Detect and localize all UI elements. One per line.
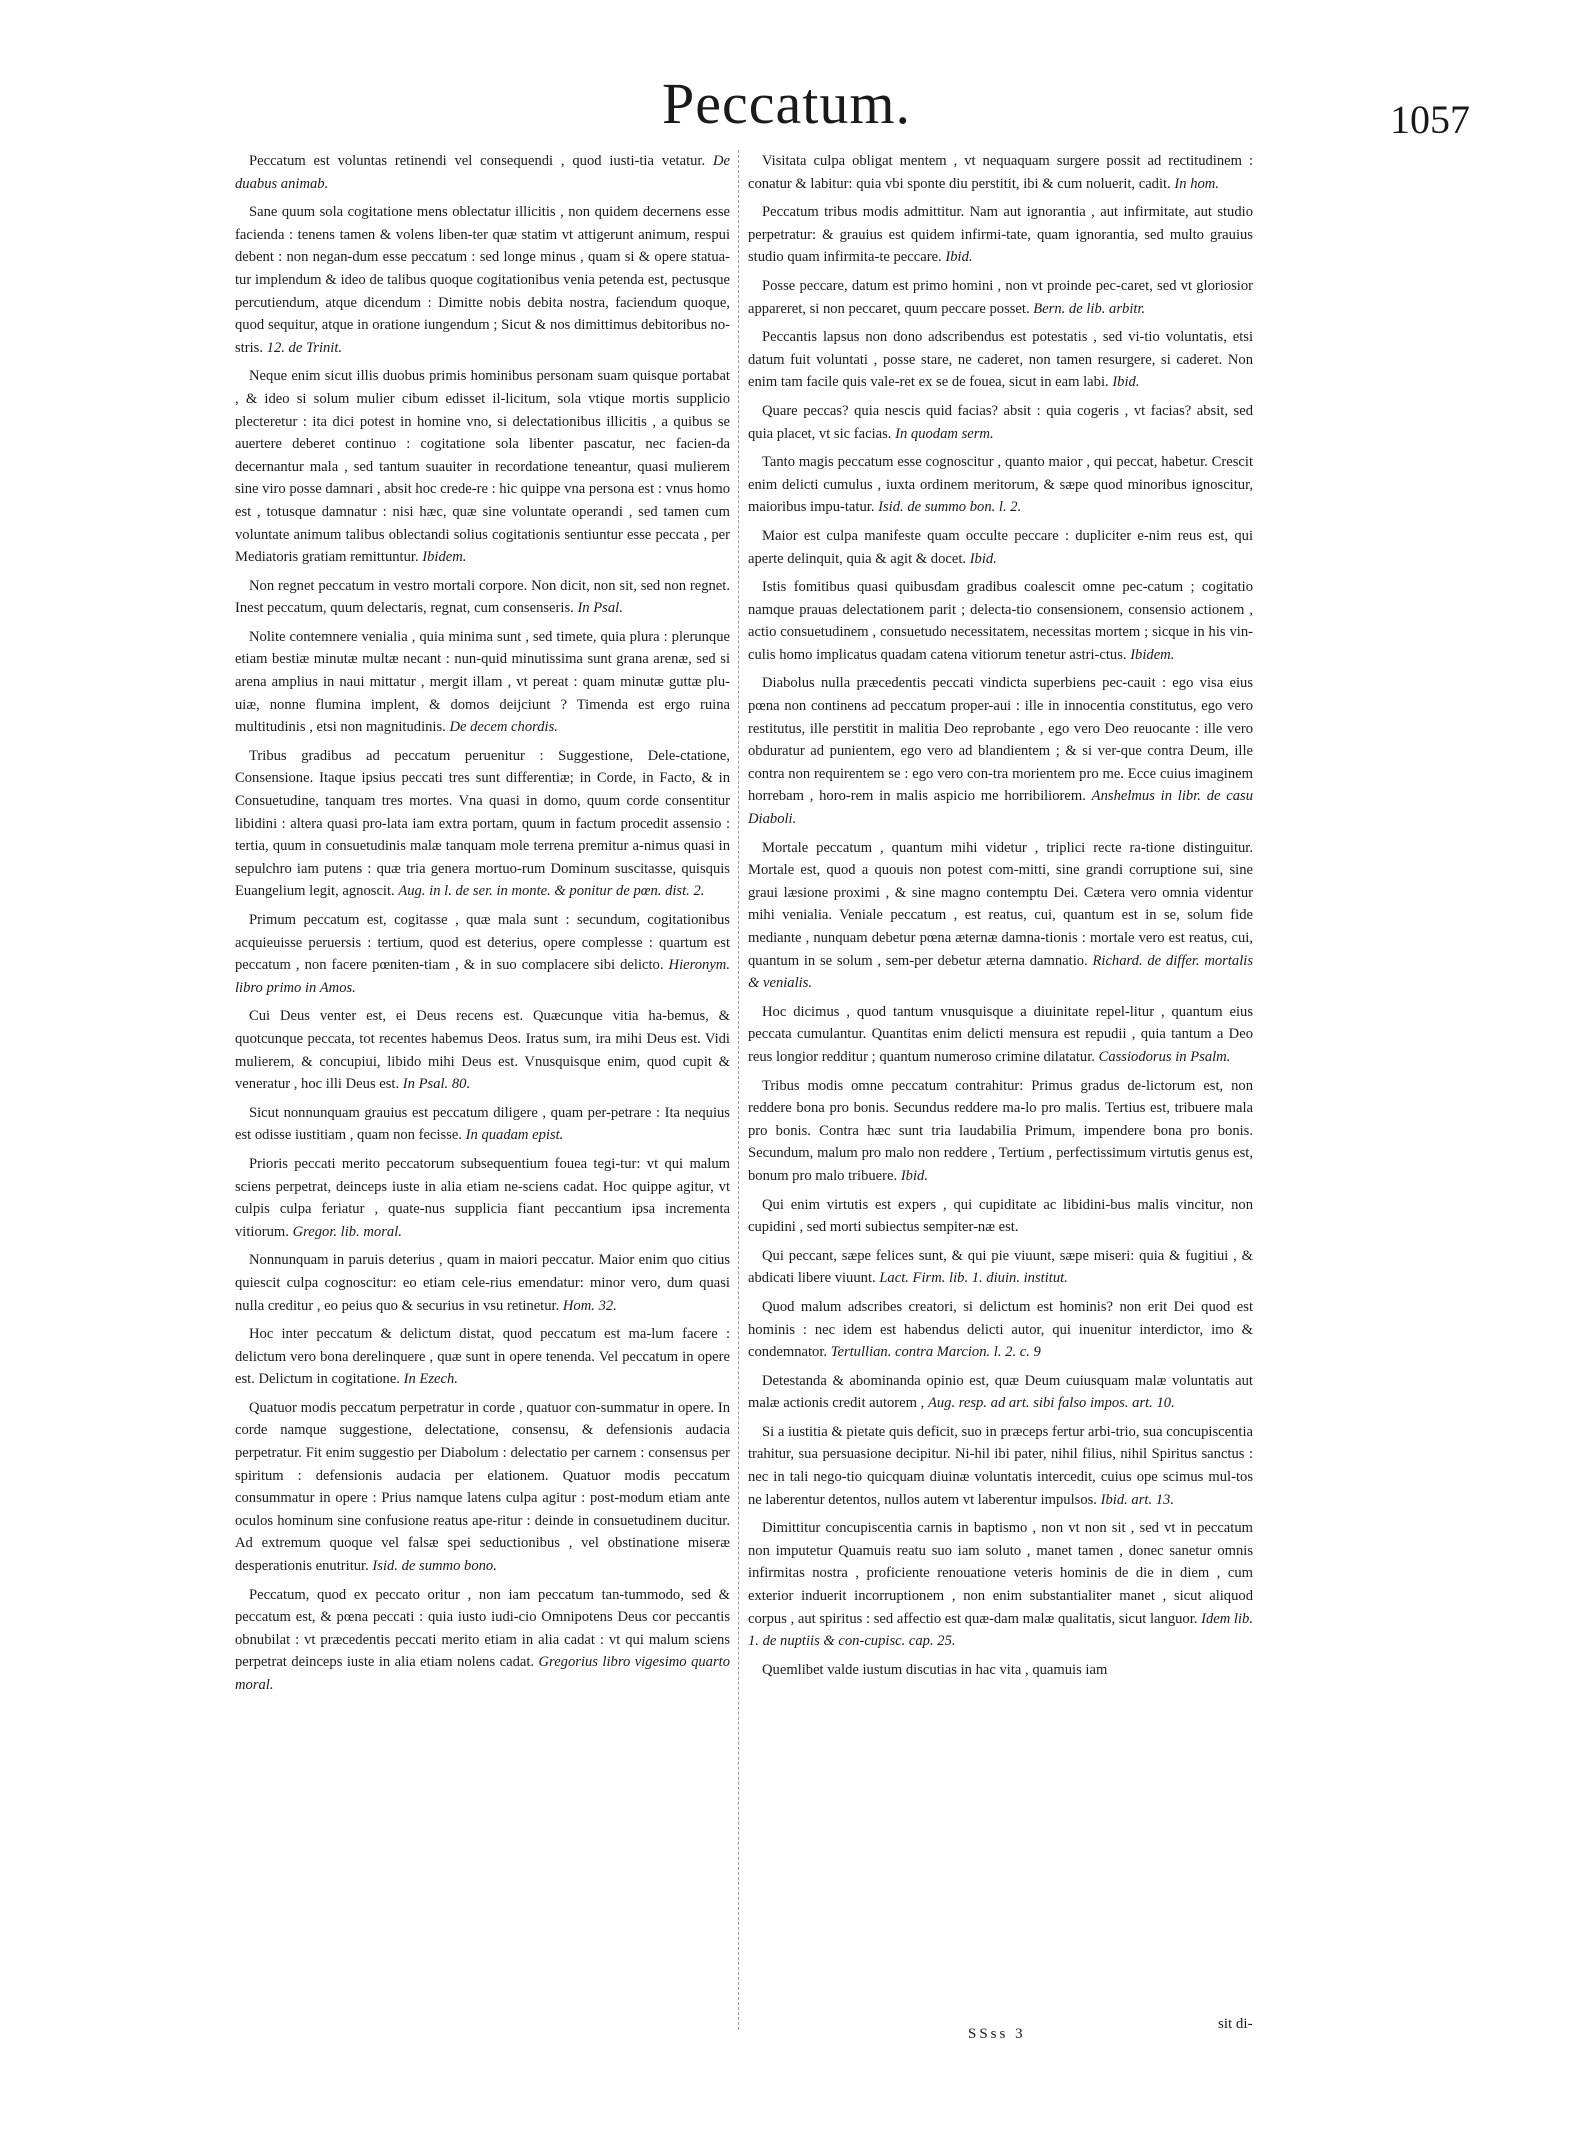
quote-paragraph [235,1005,730,1095]
source-citation: Ibid. [945,249,973,266]
source-citation: Aug. in l. de ser. in monte. & ponitur de pœn. dist. 2. [398,883,705,900]
source-citation: Hieronym. libro primo in Amos. [235,957,730,996]
quote-paragraph [748,1659,1253,1682]
quote-paragraph [235,1153,730,1243]
source-citation: De duabus animab. [235,153,730,192]
left-column [235,150,730,2010]
source-citation: Aug. resp. ad art. sibi falso impos. art. 10. [927,1395,1175,1412]
quote-paragraph [235,745,730,903]
quote-paragraph [235,626,730,739]
source-citation: Gregor. lib. moral. [292,1223,402,1240]
source-citation: Hom. 32. [562,1297,617,1314]
column-divider [738,150,740,2030]
quote-text: Qui enim virtutis est expers , qui cupiditate ac libidini-bus malis vincitur, non cupidini , sed morti subiectus sempiter-næ est. [748,1196,1253,1236]
quote-text: Peccantis lapsus non dono adscribendus est potestatis , sed vi-tio voluntatis, etsi datum fuit voluntati , posse stare, ne caderet, non tamen resurgere, si caderet. Non enim tam facile quis vale-ret ex se de fouea, sicut in eam labi. [748,329,1253,391]
quote-text: Posse peccare, datum est primo homini , non vt proinde pec-caret, sed vt gloriosior appareret, si non peccaret, quum peccare posset. [748,277,1253,317]
quote-paragraph [748,326,1253,394]
signature-mark: SSss 3 [968,2026,1026,2042]
quote-text: Quod malum adscribes creatori, si delictum est hominis? non erit Dei quod est hominis : nec idem est habendus delicti autor, qui inuenitur interdictor, imo & condemnator. [748,1298,1253,1361]
source-citation: Ibid. art. 13. [1100,1491,1174,1508]
source-citation: Ibid. [969,550,997,567]
quote-text: Si a iustitia & pietate quis deficit, suo in præceps fertur arbi-trio, sua concupiscentia trahitur, sua persuasione decipitur. Ni-hil ibi pater, nihil filius, nihil Spiritus sanctus : nec in tali nego-tio quicquam diuinæ voluntatis intercedit, cuius ope scimus mul-tos ne laberentur detentos, nullos autem vt laberentur impulsos. [748,1423,1253,1508]
quote-paragraph [748,525,1253,570]
source-citation: Isid. de summo bono. [372,1558,497,1575]
source-citation: In Psal. [577,600,623,617]
quote-paragraph [235,1397,730,1578]
quote-paragraph [748,1370,1253,1415]
quote-text: Peccatum est voluntas retinendi vel consequendi , quod iusti-tia vetatur. [249,153,706,169]
quote-paragraph [235,1249,730,1317]
quote-text: Tanto magis peccatum esse cognoscitur , quanto maior , qui peccat, habetur. Crescit enim delicti cumulus , iuxta ordinem meritorum, & sæpe quod minoribus ignoscitur, maioribus impu-tatur. [748,454,1253,516]
quote-paragraph [748,1517,1253,1653]
quote-paragraph [235,150,730,195]
quote-paragraph [748,275,1253,320]
quote-paragraph [748,150,1253,195]
quote-paragraph [748,837,1253,995]
source-citation: In Ezech. [403,1371,458,1388]
source-citation: In quadam epist. [465,1127,564,1144]
quote-text: Sane quum sola cogitatione mens oblectatur illicitis , non quidem decernens esse facienda : tenens tamen & volens liben-ter quæ statim vt attigerunt animum, respui debent : non negan-dum esse peccatum : sed longe minus , quam si & opere statua-tur implendum & ideo de talibus quoque cogitationibus venia petenda est, pectusque percutiendum, atque dicendum : Dimitte nobis debita nostra, faciendum quoque, quod sequitur, atque in oratione iungendum ; Sicut & nos dimittimus debitoribus no-stris. [235,204,730,356]
right-column [748,150,1253,2010]
quote-paragraph [748,1001,1253,1069]
source-citation: In quodam serm. [895,425,994,442]
quote-text: Detestanda & abominanda opinio est, quæ Deum cuiusquam malæ voluntatis aut malæ actionis credit autorem , [748,1372,1253,1412]
source-citation: Bern. de lib. arbitr. [1033,300,1146,317]
quote-text: Peccatum tribus modis admittitur. Nam aut ignorantia , aut infirmitate, aut studio perpetratur: & grauius est quidem infirmi-tate, quam ignorantia, sed multo grauius studio quam infirmita-te peccare. [748,204,1253,266]
quote-text: Istis fomitibus quasi quibusdam gradibus coalescit omne pec-catum ; cogitatio namque prauas delectationem parit ; delecta-tio consensionem, consensio actionem , actio consuetudinem , consuetudo necessitatem, necessitas mortem ; sicque in his vin-culis homo implicatus quadam catena vitiorum tenetur astri-ctus. [748,579,1253,663]
quote-text: Primum peccatum est, cogitasse , quæ mala sunt : secundum, cogitationibus acquieuisse peruersis : tertium, quod est deterius, opere complesse : quartum est peccatum , non facere pœniten-tiam , & in suo complacere sibi delicto. [235,912,730,974]
quote-paragraph [235,1584,730,1697]
quote-paragraph [748,201,1253,269]
page-title: Peccatum. [662,71,911,136]
quote-text: Tribus modis omne peccatum contrahitur: Primus gradus de-lictorum est, non reddere bona pro bonis. Secundus reddere ma-lo pro malis. Tertius est, tribuere mala pro bonis. Contra hæc sunt tria laudabilia Primum, impendere bona pro bonis. Secundum, malum pro malo non reddere , Tertium , perfectissimum virtutis genus est, bonum pro malo tribuere. [748,1077,1253,1184]
source-citation: In hom. [1174,175,1219,192]
catchword: sit di- [1218,2016,1253,2032]
source-citation: Richard. de differ. mortalis & venialis. [748,952,1253,992]
quote-paragraph [748,576,1253,666]
quote-paragraph [748,451,1253,519]
quote-text: Cui Deus venter est, ei Deus recens est. Quæcunque vitia ha-bemus, & quotcunque peccata, tot recentes habemus Deos. Iratus sum, ira mihi Deus est. Vidi mulierem, & concupiui, libido mihi Deus est. Vnusquisque enim, quod cupit & veneratur , hoc illi Deus est. [235,1008,730,1093]
quote-paragraph [235,1102,730,1147]
quote-text: Peccatum, quod ex peccato oritur , non iam peccatum tan-tummodo, sed & peccatum est, & pœna peccati : quia iusto iudi-cio Omnipotens Deus cor peccantis obnubilat : vt præcedentis peccati merito etiam in alia cadat : vt qui malum sciens perpetrat deinceps iuste in alia etiam nolens cadat. [235,1586,730,1671]
source-citation: Lact. Firm. lib. 1. diuin. institut. [879,1270,1068,1287]
source-citation: Tertullian. contra Marcion. l. 2. c. 9 [830,1344,1041,1361]
quote-text: Hoc dicimus , quod tantum vnusquisque a diuinitate repel-litur , quantum eius peccata cumulantur. Quantitas enim delicti mensura est repudii , quia tantum a Deo reus longior redditur ; quantum numeroso crimine dilatatur. [748,1003,1253,1065]
quote-paragraph [748,1194,1253,1239]
source-citation: Ibidem. [1130,646,1175,663]
quote-text: Non regnet peccatum in vestro mortali corpore. Non dicit, non sit, sed non regnet. Inest peccatum, quum delectaris, regnat, cum consenseris. [235,577,730,617]
quote-text: Diabolus nulla præcedentis peccati vindicta superbiens pec-cauit : ego visa eius pœna non continens ad peccatum proper-aui : ille in innocentia constitutus, ego vero restitutus, ille perstitit in malitia Deo reprobante , ego vero Deo reuocante : ille vero obduratur ad punientem, ego vero ad blandientem ; & si ver-que contra Deum, ille contra non requirentem se : ego vero con-tra morientem pro me. Ecce cuius imaginem horrebam , horo-rem in malis aspicio me horribiliorem. [748,675,1253,805]
quote-paragraph [748,672,1253,830]
source-citation: Isid. de summo bon. l. 2. [878,499,1022,516]
quote-text: Tribus gradibus ad peccatum peruenitur : Suggestione, Dele-ctatione, Consensione. Itaque ipsius peccati tres sunt differentiæ; in Corde, in Facto, & in Consuetudine, tanquam tres mortes. Vna quasi in domo, quum corde consentitur libidini : altera quasi pro-lata iam extra portam, quum in factum procedit assensio : tertia, quum in consuetudinis malæ tanquam mole terrena premitur a-nimus quasi in sepulchro iam putens : quæ tria genera mortuo-rum Dominum suscitasse, quisquis Euangelium legit, agnoscit. [235,747,730,900]
source-citation: 12. de Trinit. [266,339,343,356]
quote-text: Sicut nonnunquam grauius est peccatum diligere , quam per-petrare : Ita nequius est odisse iustitiam , quam non fecisse. [235,1104,730,1144]
quote-paragraph [748,1245,1253,1290]
quote-text: Quatuor modis peccatum perpetratur in corde , quatuor con-summatur in opere. In corde namque suggestione, delectatione, consensu, & defensionis audacia perpetratur. Fit enim suggestio per Diabolum : delectatio per carnem : consensus per spiritum : defensionis audacia per elationem. Quatuor modis peccatum consummatur in opere : Prius namque latens culpa agitur : post-modum etiam ante oculos hominum sine confusione reatus ape-ritur : deinde in consuetudinem ducitur. Ad extremum quoque vel falsæ spei seductionibus , vel obstinatione miseræ desperationis enutritur. [235,1399,730,1575]
quote-paragraph [748,400,1253,445]
source-citation: Ibid. [900,1167,928,1184]
quote-paragraph [235,365,730,568]
source-citation: Cassiodorus in Psalm. [1098,1048,1231,1065]
quote-paragraph [748,1075,1253,1188]
quote-text: Mortale peccatum , quantum mihi videtur , triplici recte ra-tione distinguitur. Mortale est, quod a quouis non potest com-mitti, sine grandi corruptione sui, sine graui læsione proximi , & sine magno contemptu Dei. Cætera vero omnia videntur mihi venialia. Veniale peccatum , est reatus, cui, quantum est in se, solum fide mediante , nunquam debetur pœna æternæ damna-tionis : mortale vero est reatus, cui, quantum in se solum , sem-per debetur æterna damnatio. [748,839,1253,969]
source-citation: Ibidem. [422,549,467,566]
source-citation: De decem chordis. [449,719,558,736]
quote-text: Qui peccant, sæpe felices sunt, & qui pie viuunt, sæpe miseri: quia & fugitiui , & abdicati libere viuunt. [748,1247,1253,1287]
quote-text: Dimittitur concupiscentia carnis in baptismo , non vt non sit , sed vt in peccatum non imputetur Quamuis reatu suo iam soluto , manet tamen , donec sanetur omnis infirmitas nostra , proficiente renouatione veteris hominis de die in diem , cum exterior induerit incorruptionem , non enim substantialiter manet , sicut aliquod corpus , aut spiritus : sed affectio est quæ-dam malæ qualitatis, sicut languor. [748,1520,1253,1627]
quote-paragraph [235,575,730,620]
source-citation: Idem lib. 1. de nuptiis & con-cupisc. cap. 25. [748,1610,1253,1650]
quote-text: Prioris peccati merito peccatorum subsequentium fouea tegi-tur: vt qui malum sciens perpetrat, deinceps iuste in alia etiam ne-sciens cadat. Hoc quippe agitur, vt culpis culpa feriatur , quate-nus supplicia fiant peccantium ipsa incrementa vitiorum. [235,1155,730,1240]
source-citation: Anshelmus in libr. de casu Diaboli. [748,788,1253,828]
quote-text: Quemlibet valde iustum discutias in hac vita , quamuis iam [762,1661,1108,1678]
quote-text: Nonnunquam in paruis deterius , quam in maiori peccatur. Maior enim quo citius quiescit culpa cognoscitur: eo etiam cele-rius emendatur: minor vero, dum quasi nulla creditur , eo peius quo & securius in vsu retinetur. [235,1252,730,1314]
quote-paragraph [235,1323,730,1391]
source-citation: Gregorius libro vigesimo quarto moral. [235,1654,730,1693]
source-citation: Ibid. [1112,374,1140,391]
quote-paragraph [748,1296,1253,1364]
quote-text: Hoc inter peccatum & delictum distat, quod peccatum est ma-lum facere : delictum vero bona derelinquere , quæ sunt in opere tenenda. Vel peccatum in opere est. Delictum in cogitatione. [235,1326,730,1388]
quote-paragraph [748,1421,1253,1511]
quote-text: Neque enim sicut illis duobus primis hominibus personam suam quisque portabat , & ideo si solum mulier cibum edisset il-licitum, sola vtique mortis supplicio plecteretur : ita dici potest in homine vno, si delectationibus illicitis , a quibus se auertere deberet continuo : cogitatione sola libenter pascatur, nec facien-da decernantur mala , sed tantum suauiter in recordatione teneantur, quasi mulierem sine viro posse damnari , absit hoc crede-re : hic quippe vna persona est : vnus homo est , totusque damnatur : nisi hæc, quæ sine voluntate operandi , sed tamen cum voluntate animum talibus oblectandi solius cogitationis sentiuntur esse peccata , per Mediatoris gratiam remittuntur. [235,368,730,566]
quote-paragraph [235,201,730,359]
page-number: 1057 [1390,97,1470,142]
source-citation: In Psal. 80. [402,1076,471,1093]
quote-text: Quare peccas? quia nescis quid facias? absit : quia cogeris , vt facias? absit, sed quia placet, vt sic facias. [748,402,1253,442]
quote-paragraph [235,909,730,999]
quote-text: Maior est culpa manifeste quam occulte peccare : dupliciter e-nim reus est, qui aperte delinquit, quia & agit & docet. [748,527,1253,567]
quote-text: Visitata culpa obligat mentem , vt nequaquam surgere possit ad rectitudinem : conatur & labitur: quia vbi sponte diu perstitit, ibi & cum noluerit, cadit. [748,153,1253,192]
quote-text: Nolite contemnere venialia , quia minima sunt , sed timete, quia plura : plerunque etiam bestiæ minutæ multæ necant : nun-quid minutissima sunt grana arenæ, sed si arena amplius in naui mittatur , mergit illam , vt pereat : quam minutæ guttæ plu-uiæ, nonne flumina implent, & domos deijciunt ? Timenda est ergo ruina multitudinis , etsi non magnitudinis. [235,628,730,736]
